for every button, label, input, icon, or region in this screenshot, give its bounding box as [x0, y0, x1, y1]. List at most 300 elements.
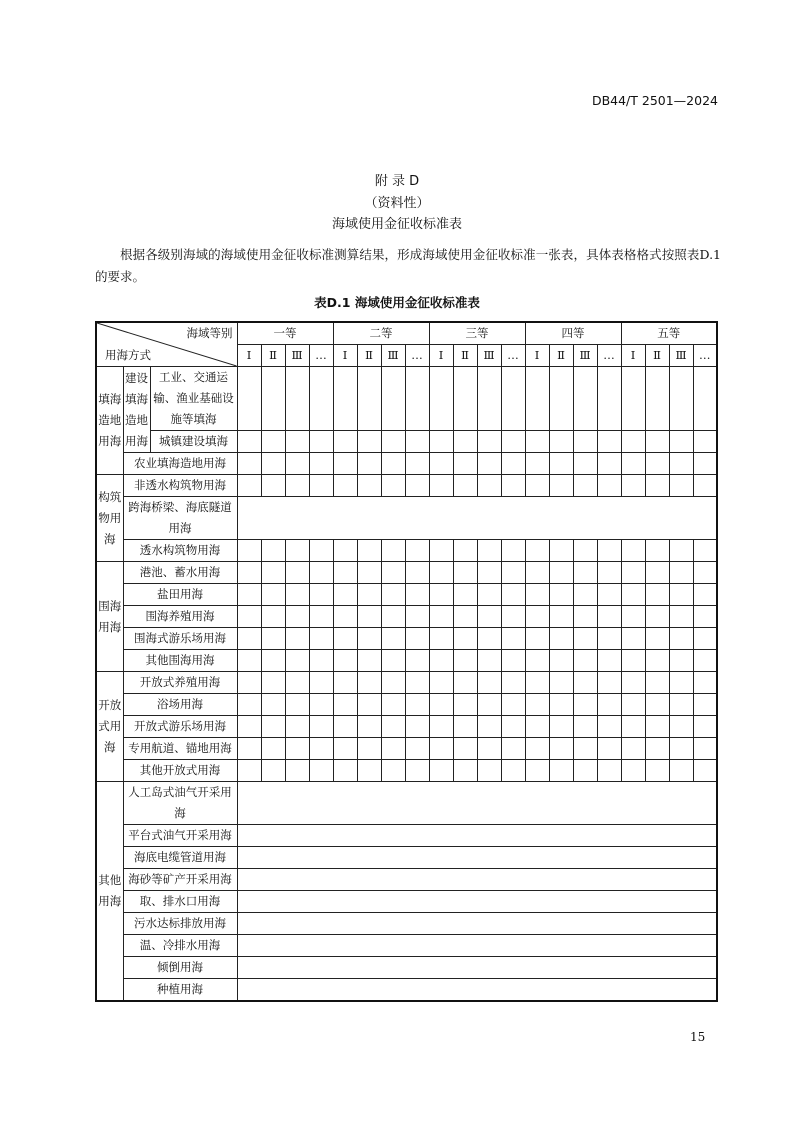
- value-cell: [285, 562, 309, 584]
- value-cell: [501, 672, 525, 694]
- table-row: [96, 628, 717, 650]
- value-cell: [549, 738, 573, 760]
- value-cell: [645, 672, 669, 694]
- value-cell: [429, 694, 453, 716]
- value-cell: [429, 716, 453, 738]
- value-cell: [381, 606, 405, 628]
- value-cell: [525, 628, 549, 650]
- value-cell: [309, 628, 333, 650]
- value-cell: [597, 562, 621, 584]
- value-cell: [573, 628, 597, 650]
- value-cell: [597, 672, 621, 694]
- value-cell: [645, 716, 669, 738]
- value-cell: [429, 672, 453, 694]
- item-cell: 围海式游乐场用海: [123, 628, 237, 650]
- value-cell: [237, 453, 261, 475]
- value-cell: [477, 540, 501, 562]
- value-cell: [309, 650, 333, 672]
- value-cell: [333, 431, 357, 453]
- value-cell: [501, 650, 525, 672]
- subgrade-header: Ⅱ: [453, 345, 477, 367]
- value-cell: [549, 453, 573, 475]
- merged-value-cell: [237, 979, 717, 1002]
- value-cell: [381, 738, 405, 760]
- value-cell: [501, 431, 525, 453]
- item-cell: 取、排水口用海: [123, 891, 237, 913]
- value-cell: [597, 760, 621, 782]
- value-cell: [285, 672, 309, 694]
- value-cell: [597, 694, 621, 716]
- corner-top-label: 海域等别: [186, 326, 233, 340]
- value-cell: [333, 716, 357, 738]
- value-cell: [525, 694, 549, 716]
- value-cell: [333, 760, 357, 782]
- value-cell: [381, 716, 405, 738]
- subgrade-header: …: [597, 345, 621, 367]
- value-cell: [669, 606, 693, 628]
- intro-paragraph: 根据各级别海域的海域使用金征收标准测算结果，形成海域使用金征收标准一张表，具体表格格式按照表D.1的要求。: [95, 247, 721, 284]
- item-cell: 非透水构筑物用海: [123, 475, 237, 497]
- value-cell: [621, 716, 645, 738]
- value-cell: [381, 431, 405, 453]
- table-row: [96, 453, 717, 475]
- value-cell: [621, 694, 645, 716]
- value-cell: [453, 453, 477, 475]
- table-row: [96, 672, 717, 694]
- value-cell: [429, 760, 453, 782]
- value-cell: [597, 738, 621, 760]
- value-cell: [501, 606, 525, 628]
- value-cell: [549, 367, 573, 431]
- value-cell: [381, 453, 405, 475]
- subgrade-header: Ⅱ: [261, 345, 285, 367]
- value-cell: [693, 584, 717, 606]
- value-cell: [309, 431, 333, 453]
- item-cell: 人工岛式油气开采用海: [123, 782, 237, 825]
- value-cell: [285, 540, 309, 562]
- value-cell: [429, 562, 453, 584]
- subgrade-header: Ⅲ: [285, 345, 309, 367]
- value-cell: [429, 628, 453, 650]
- value-cell: [309, 584, 333, 606]
- value-cell: [477, 584, 501, 606]
- value-cell: [453, 367, 477, 431]
- value-cell: [285, 716, 309, 738]
- value-cell: [309, 694, 333, 716]
- value-cell: [261, 584, 285, 606]
- table-caption: 表D.1 海域使用金征收标准表: [314, 295, 480, 310]
- item-cell: 浴场用海: [123, 694, 237, 716]
- value-cell: [429, 431, 453, 453]
- item-cell: 开放式养殖用海: [123, 672, 237, 694]
- item-cell: 海砂等矿产开采用海: [123, 869, 237, 891]
- table-row: [96, 935, 717, 957]
- value-cell: [429, 584, 453, 606]
- value-cell: [381, 628, 405, 650]
- value-cell: [405, 453, 429, 475]
- value-cell: [621, 475, 645, 497]
- value-cell: [501, 694, 525, 716]
- merged-value-cell: [237, 935, 717, 957]
- value-cell: [453, 672, 477, 694]
- table-row: [96, 979, 717, 1002]
- subcategory-cell: 建设填海造地用海: [123, 367, 150, 453]
- subgrade-header: Ⅱ: [645, 345, 669, 367]
- value-cell: [381, 760, 405, 782]
- value-cell: [597, 367, 621, 431]
- value-cell: [501, 628, 525, 650]
- value-cell: [357, 628, 381, 650]
- value-cell: [621, 453, 645, 475]
- value-cell: [525, 475, 549, 497]
- item-cell: 倾倒用海: [123, 957, 237, 979]
- value-cell: [645, 367, 669, 431]
- value-cell: [453, 628, 477, 650]
- value-cell: [573, 738, 597, 760]
- value-cell: [573, 367, 597, 431]
- table-row: [96, 825, 717, 847]
- value-cell: [357, 694, 381, 716]
- value-cell: [237, 694, 261, 716]
- value-cell: [285, 628, 309, 650]
- value-cell: [669, 453, 693, 475]
- value-cell: [693, 672, 717, 694]
- standard-number: DB44/T 2501—2024: [591, 93, 718, 108]
- value-cell: [309, 606, 333, 628]
- value-cell: [525, 650, 549, 672]
- subgrade-header: Ⅲ: [381, 345, 405, 367]
- merged-value-cell: [237, 891, 717, 913]
- value-cell: [285, 694, 309, 716]
- item-cell: 透水构筑物用海: [123, 540, 237, 562]
- value-cell: [261, 606, 285, 628]
- value-cell: [573, 453, 597, 475]
- value-cell: [261, 760, 285, 782]
- grade-header: 一等: [237, 322, 333, 345]
- value-cell: [405, 760, 429, 782]
- value-cell: [693, 475, 717, 497]
- value-cell: [333, 367, 357, 431]
- value-cell: [453, 650, 477, 672]
- value-cell: [621, 628, 645, 650]
- item-cell: 开放式游乐场用海: [123, 716, 237, 738]
- value-cell: [309, 475, 333, 497]
- table-row: [96, 957, 717, 979]
- value-cell: [285, 367, 309, 431]
- value-cell: [285, 738, 309, 760]
- value-cell: [285, 453, 309, 475]
- subgrade-header: …: [309, 345, 333, 367]
- appendix-name: 海域使用金征收标准表: [331, 217, 462, 232]
- value-cell: [525, 738, 549, 760]
- value-cell: [645, 584, 669, 606]
- value-cell: [453, 475, 477, 497]
- value-cell: [381, 650, 405, 672]
- value-cell: [573, 672, 597, 694]
- value-cell: [693, 562, 717, 584]
- value-cell: [261, 650, 285, 672]
- appendix-type: （资料性）: [364, 196, 430, 211]
- value-cell: [381, 584, 405, 606]
- value-cell: [573, 562, 597, 584]
- value-cell: [501, 760, 525, 782]
- table-row: [96, 497, 717, 540]
- value-cell: [501, 716, 525, 738]
- value-cell: [237, 540, 261, 562]
- value-cell: [693, 650, 717, 672]
- value-cell: [621, 606, 645, 628]
- value-cell: [333, 475, 357, 497]
- value-cell: [597, 431, 621, 453]
- item-cell: 跨海桥梁、海底隧道用海: [123, 497, 237, 540]
- value-cell: [645, 453, 669, 475]
- value-cell: [333, 672, 357, 694]
- subgrade-header: Ⅰ: [237, 345, 261, 367]
- value-cell: [621, 562, 645, 584]
- table-row: [96, 847, 717, 869]
- value-cell: [693, 606, 717, 628]
- item-cell: 港池、蓄水用海: [123, 562, 237, 584]
- value-cell: [645, 738, 669, 760]
- value-cell: [525, 584, 549, 606]
- value-cell: [645, 606, 669, 628]
- grade-header: 五等: [621, 322, 717, 345]
- category-cell: 开放式用海: [96, 672, 123, 782]
- item-cell: 种植用海: [123, 979, 237, 1002]
- value-cell: [453, 540, 477, 562]
- value-cell: [237, 367, 261, 431]
- item-cell: 污水达标排放用海: [123, 913, 237, 935]
- item-cell: 专用航道、锚地用海: [123, 738, 237, 760]
- value-cell: [381, 562, 405, 584]
- value-cell: [333, 650, 357, 672]
- value-cell: [429, 453, 453, 475]
- table-row: [96, 891, 717, 913]
- value-cell: [309, 672, 333, 694]
- value-cell: [645, 540, 669, 562]
- value-cell: [405, 367, 429, 431]
- value-cell: [261, 628, 285, 650]
- value-cell: [693, 453, 717, 475]
- value-cell: [405, 540, 429, 562]
- subgrade-header: Ⅰ: [333, 345, 357, 367]
- value-cell: [429, 475, 453, 497]
- value-cell: [357, 367, 381, 431]
- value-cell: [549, 716, 573, 738]
- value-cell: [525, 453, 549, 475]
- value-cell: [501, 562, 525, 584]
- corner-header: [96, 322, 237, 367]
- value-cell: [405, 694, 429, 716]
- value-cell: [429, 540, 453, 562]
- table-row: [96, 606, 717, 628]
- value-cell: [285, 606, 309, 628]
- value-cell: [453, 716, 477, 738]
- table-row: [96, 694, 717, 716]
- value-cell: [405, 431, 429, 453]
- value-cell: [309, 738, 333, 760]
- value-cell: [501, 584, 525, 606]
- value-cell: [525, 606, 549, 628]
- value-cell: [549, 584, 573, 606]
- value-cell: [237, 431, 261, 453]
- value-cell: [357, 606, 381, 628]
- category-cell: 填海造地用海: [96, 367, 123, 475]
- value-cell: [429, 367, 453, 431]
- value-cell: [573, 606, 597, 628]
- merged-value-cell: [237, 869, 717, 891]
- value-cell: [309, 453, 333, 475]
- value-cell: [669, 628, 693, 650]
- grade-header: 四等: [525, 322, 621, 345]
- value-cell: [621, 738, 645, 760]
- item-cell: 海底电缆管道用海: [123, 847, 237, 869]
- value-cell: [357, 453, 381, 475]
- value-cell: [525, 431, 549, 453]
- value-cell: [285, 760, 309, 782]
- value-cell: [477, 672, 501, 694]
- value-cell: [597, 716, 621, 738]
- merged-value-cell: [237, 782, 717, 825]
- value-cell: [645, 475, 669, 497]
- value-cell: [573, 716, 597, 738]
- fee-standard-table: [95, 321, 718, 1002]
- value-cell: [669, 431, 693, 453]
- value-cell: [669, 760, 693, 782]
- value-cell: [285, 650, 309, 672]
- value-cell: [453, 431, 477, 453]
- value-cell: [381, 367, 405, 431]
- value-cell: [573, 650, 597, 672]
- merged-value-cell: [237, 913, 717, 935]
- value-cell: [237, 562, 261, 584]
- value-cell: [477, 475, 501, 497]
- item-cell: 工业、交通运输、渔业基础设施等填海: [150, 367, 237, 431]
- table-row: [96, 913, 717, 935]
- category-cell: 构筑物用海: [96, 475, 123, 562]
- value-cell: [477, 760, 501, 782]
- subgrade-header: Ⅰ: [525, 345, 549, 367]
- value-cell: [693, 716, 717, 738]
- item-cell: 平台式油气开采用海: [123, 825, 237, 847]
- value-cell: [669, 694, 693, 716]
- value-cell: [429, 738, 453, 760]
- item-cell: 农业填海造地用海: [123, 453, 237, 475]
- value-cell: [261, 672, 285, 694]
- value-cell: [261, 367, 285, 431]
- value-cell: [573, 540, 597, 562]
- value-cell: [381, 540, 405, 562]
- value-cell: [501, 738, 525, 760]
- value-cell: [237, 584, 261, 606]
- value-cell: [621, 540, 645, 562]
- category-cell: 其他用海: [96, 782, 123, 1002]
- value-cell: [597, 540, 621, 562]
- value-cell: [477, 562, 501, 584]
- merged-value-cell: [237, 957, 717, 979]
- value-cell: [597, 475, 621, 497]
- value-cell: [621, 650, 645, 672]
- appendix-title: 附 录 D: [374, 174, 420, 189]
- value-cell: [477, 694, 501, 716]
- value-cell: [429, 650, 453, 672]
- value-cell: [525, 562, 549, 584]
- value-cell: [381, 672, 405, 694]
- value-cell: [693, 540, 717, 562]
- value-cell: [333, 738, 357, 760]
- value-cell: [477, 716, 501, 738]
- value-cell: [525, 367, 549, 431]
- table-row: [96, 367, 717, 431]
- table-row: [96, 738, 717, 760]
- subgrade-header: …: [405, 345, 429, 367]
- value-cell: [693, 628, 717, 650]
- table-row: [96, 584, 717, 606]
- value-cell: [405, 606, 429, 628]
- value-cell: [645, 562, 669, 584]
- value-cell: [573, 475, 597, 497]
- value-cell: [405, 738, 429, 760]
- value-cell: [693, 760, 717, 782]
- value-cell: [309, 540, 333, 562]
- value-cell: [357, 475, 381, 497]
- value-cell: [285, 475, 309, 497]
- value-cell: [549, 475, 573, 497]
- value-cell: [549, 672, 573, 694]
- value-cell: [525, 540, 549, 562]
- value-cell: [477, 650, 501, 672]
- value-cell: [309, 716, 333, 738]
- value-cell: [237, 716, 261, 738]
- value-cell: [669, 716, 693, 738]
- table-row: [96, 431, 717, 453]
- value-cell: [237, 738, 261, 760]
- value-cell: [477, 738, 501, 760]
- value-cell: [573, 760, 597, 782]
- merged-value-cell: [237, 825, 717, 847]
- value-cell: [669, 367, 693, 431]
- value-cell: [333, 540, 357, 562]
- value-cell: [333, 606, 357, 628]
- table-row: [96, 760, 717, 782]
- value-cell: [645, 694, 669, 716]
- value-cell: [261, 475, 285, 497]
- value-cell: [501, 540, 525, 562]
- value-cell: [549, 431, 573, 453]
- table-row: [96, 540, 717, 562]
- table-row: [96, 562, 717, 584]
- value-cell: [309, 760, 333, 782]
- value-cell: [597, 584, 621, 606]
- value-cell: [597, 606, 621, 628]
- value-cell: [693, 431, 717, 453]
- page-number: 15: [690, 1030, 706, 1044]
- value-cell: [309, 367, 333, 431]
- value-cell: [621, 672, 645, 694]
- subgrade-header: …: [693, 345, 717, 367]
- item-cell: 城镇建设填海: [150, 431, 237, 453]
- value-cell: [453, 584, 477, 606]
- value-cell: [357, 760, 381, 782]
- value-cell: [525, 716, 549, 738]
- value-cell: [261, 431, 285, 453]
- value-cell: [333, 628, 357, 650]
- value-cell: [261, 694, 285, 716]
- value-cell: [477, 606, 501, 628]
- value-cell: [261, 716, 285, 738]
- subgrade-header: Ⅱ: [357, 345, 381, 367]
- value-cell: [237, 650, 261, 672]
